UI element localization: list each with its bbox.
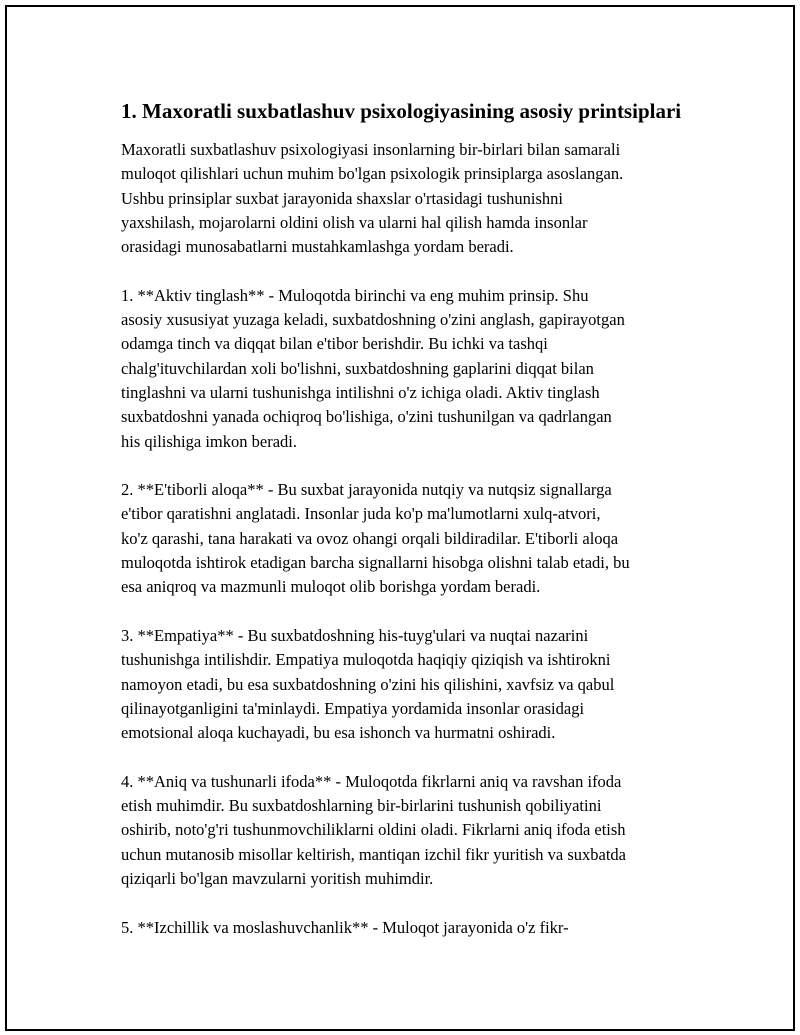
intro-paragraph: Maxoratli suxbatlashuv psixologiyasi insonlarning bir-birlari bilan samarali muloqot qilishlari uchun muhim bo'lgan psixologik prinsiplarga asoslangan. Ushbu prinsiplar suxbat jarayonida shaxslar o'rtasidagi tushunishni yaxshilash, mojarolarni oldini olish va ularni hal qilish hamda insonlar orasidagi munosabatlarni mustahkamlashga yordam beradi. xyxy=(121,140,624,257)
principle-active-listening: 1. **Aktiv tinglash** - Muloqotda birinchi va eng muhim prinsip. Shu asosiy xususiyat yuzaga keladi, suxbatdoshning o'zini anglash, gapirayotgan odamga tinch va diqqat bilan e'tibor berishdir. Bu ichki va tashqi chalg'ituvchilardan xoli bo'lishni, suxbatdoshning gaplarini diqqat bilan tinglashni va ularni tushunishga intilishni o'z ichiga oladi. Aktiv tinglash suxbatdoshni yanada ochiqroq bo'lishiga, o'zini tushunilgan va qadrlangan his qilishiga imkon beradi. xyxy=(121,285,625,451)
principle-consistency-flexibility: 5. **Izchillik va moslashuvchanlik** - Muloqot jarayonida o'z fikr- xyxy=(121,917,569,937)
principle-empathy: 3. **Empatiya** - Bu suxbatdoshning his-tuyg'ulari va nuqtai nazarini tushunishga intilishdir. Empatiya muloqotda haqiqiy qiziqish va ishtirokni namoyon etadi, bu esa suxbatdoshning o'zini his qilishini, xavfsiz va qabul qilinayotganligini ta'minlaydi. Empatiya yordamida insonlar orasidagi emotsional aloqa kuchayadi, bu esa ishonch va hurmatni oshiradi. xyxy=(121,625,615,743)
principle-clear-expression: 4. **Aniq va tushunarli ifoda** - Muloqotda fikrlarni aniq va ravshan ifoda etish muhimdir. Bu suxbatdoshlarning bir-birlarini tushunish qobiliyatini oshirib, noto'g'ri tushunmovchiliklarni oldini oladi. Fikrlarni aniq ifoda etish uchun mutanosib misollar keltirish, mantiqan izchil fikr yuritish va suxbatda qiziqarli bo'lgan mavzularni yoritish muhimdir. xyxy=(121,771,626,888)
principle-attentive-communication: 2. **E'tiborli aloqa** - Bu suxbat jarayonida nutqiy va nutqsiz signallarga e'tibor qaratishni anglatadi. Insonlar juda ko'p ma'lumotlarni xulq-atvori, ko'z qarashi, tana harakati va ovoz ohangi orqali bildiradilar. E'tiborli aloqa muloqotda ishtirok etadigan barcha signallarni hisobga olishni talab etadi, bu esa aniqroq va mazmunli muloqot olib borishga yordam beradi. xyxy=(121,480,630,597)
page-frame xyxy=(5,5,795,1031)
document-body xyxy=(121,97,701,964)
document-title: 1. Maxoratli suxbatlashuv psixologiyasining asosiy printsiplari xyxy=(121,99,682,123)
